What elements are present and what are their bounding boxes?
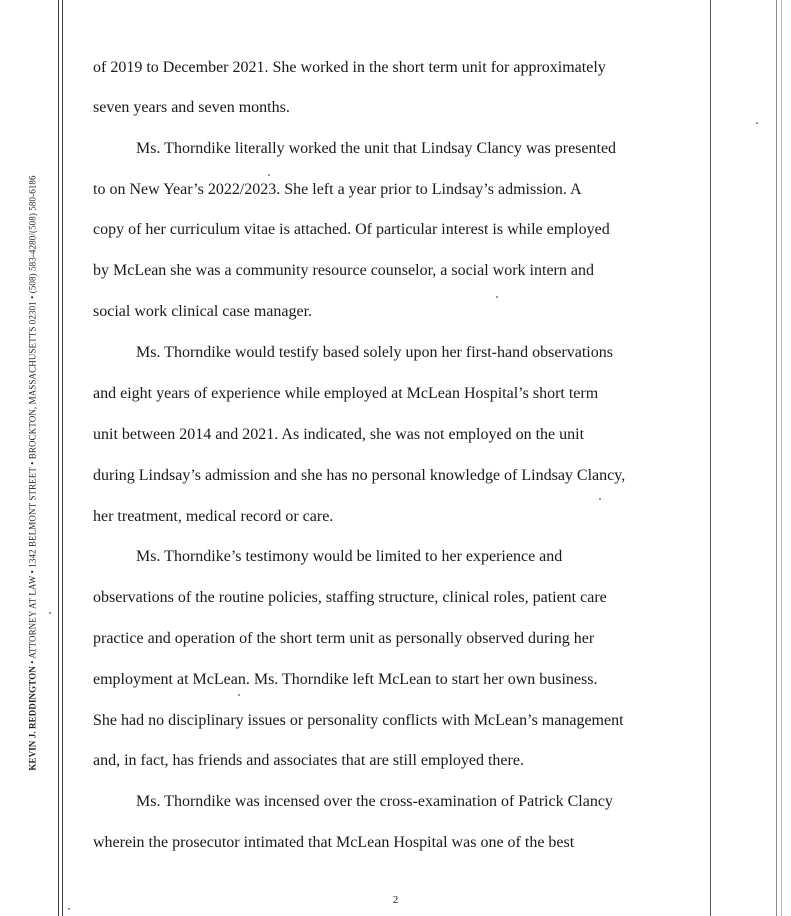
scan-speck [238,694,240,696]
body-line: and, in fact, has friends and associates that are still employed there. [93,752,524,769]
body-line: employment at McLean. Ms. Thorndike left McLean to start her own business. [93,671,598,688]
page-number: 2 [392,894,399,906]
body-line: of 2019 to December 2021. She worked in the short term unit for approximately [93,59,606,76]
scan-speck [49,612,51,614]
paragraph-first-line: Ms. Thorndike literally worked the unit that Lindsay Clancy was presented [136,140,617,157]
body-line: during Lindsay’s admission and she has no personal knowledge of Lindsay Clancy, [93,467,626,484]
scan-speck [599,498,601,500]
body-line: practice and operation of the short term unit as personally observed during her [93,630,595,647]
body-line: She had no disciplinary issues or personality conflicts with McLean’s management [93,712,624,729]
paragraph-first-line: Ms. Thorndike was incensed over the cross-examination of Patrick Clancy [136,793,613,810]
attorney-address: • ATTORNEY AT LAW • 1342 BELMONT STREET • BROCKTON, MASSACHUSETTS 02301 • (508) 583-4280/(508) 580-6186 [28,175,38,667]
body-line: seven years and seven months. [93,99,290,116]
scan-speck [268,174,270,176]
body-line: and eight years of experience while employed at McLean Hospital’s short term [93,385,599,402]
attorney-name: KEVIN J. REDDINGTON [28,666,38,771]
paragraph-first-line: Ms. Thorndike would testify based solely upon her first-hand observations [136,344,613,361]
right-edge-rule [776,0,777,916]
right-margin-rule [710,0,711,916]
paragraph-first-line: Ms. Thorndike’s testimony would be limited to her experience and [136,548,563,565]
body-line: to on New Year’s 2022/2023. She left a year prior to Lindsay’s admission. A [93,181,582,198]
body-line: copy of her curriculum vitae is attached. Of particular interest is while employed [93,221,610,238]
scan-speck [496,296,498,298]
left-margin-rule-inner [62,0,63,916]
body-line: her treatment, medical record or care. [93,508,334,525]
right-edge-rule-outer [781,0,782,916]
body-line: observations of the routine policies, staffing structure, clinical roles, patient care [93,589,607,606]
attorney-sidebar [26,137,40,809]
scan-speck [756,122,758,124]
body-line: wherein the prosecutor intimated that McLean Hospital was one of the best [93,834,575,851]
scan-speck [68,908,70,910]
left-margin-rule [58,0,59,916]
body-line: unit between 2014 and 2021. As indicated, she was not employed on the unit [93,426,585,443]
body-line: by McLean she was a community resource counselor, a social work intern and [93,262,594,279]
body-line: social work clinical case manager. [93,303,313,320]
